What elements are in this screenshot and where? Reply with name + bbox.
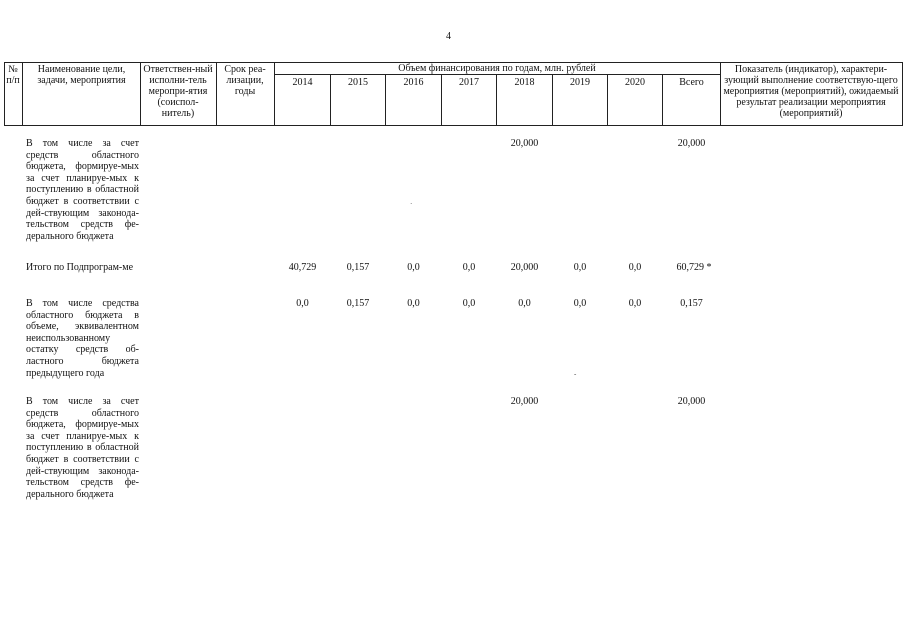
row-value: 0,0 [628, 262, 642, 273]
row-name-total: Итого по Подпрограм-ме [26, 262, 134, 273]
col-border [140, 62, 141, 126]
row-value: 0,0 [462, 262, 476, 273]
row-name: В том числе за счет средств областного бюджета, формируе-мых за счет планируе-мых к поступлению в областной бюджет в соответствии с дей-ствующим законода-тельством средств фе-дерального бюджета [26, 396, 139, 500]
row-value: 0,0 [407, 262, 420, 273]
header-col-name: Наименование цели, задачи, мероприятия [37, 64, 126, 86]
col-border [216, 62, 217, 126]
header-year: 2014 [292, 77, 313, 88]
row-name: В том числе средства областного бюджета в объеме, эквивалентном неиспользованному остатку средств об-ластного бюджета предыдущего года [26, 298, 139, 379]
header-year: 2019 [570, 77, 590, 88]
header-col-funding: Объем финансирования по годам, млн. рублей [398, 63, 596, 74]
col-border [274, 62, 275, 126]
scan-speck: - [574, 370, 577, 378]
row-value: 0,0 [518, 298, 531, 309]
row-value: 0,0 [296, 298, 309, 309]
row-value: 20,000 [510, 396, 539, 407]
row-name: В том числе за счет средств областного бюджета, формируе-мых за счет планируе-мых к поступлению в областной бюджет в соответствии с дей-ствующим законода-тельством средств фе-дерального бюджета [26, 138, 139, 242]
row-value: 40,729 [288, 262, 317, 273]
row-value: 0,0 [573, 262, 587, 273]
header-year: 2020 [625, 77, 645, 88]
row-value: 0,0 [573, 298, 587, 309]
col-border [720, 62, 721, 126]
row-value: 0,157 [346, 262, 370, 273]
row-value: 0,0 [462, 298, 476, 309]
header-year-total: Всего [679, 77, 704, 88]
col-border [22, 62, 23, 126]
header-col-indicator: Показатель (индикатор), характери-зующий выполнение соответствую-щего мероприятия (мероприятий), ожидаемый результат реализации мероприятия (мероприятий) [723, 64, 899, 119]
funding-subheader-border [274, 74, 720, 75]
header-year: 2015 [348, 77, 368, 88]
row-value-total: 20,000 [677, 396, 706, 407]
row-value: 0,0 [628, 298, 642, 309]
table-header [0, 0, 905, 130]
row-value: 0,0 [407, 298, 420, 309]
header-year: 2017 [459, 77, 479, 88]
col-border [902, 62, 903, 126]
page-number: 4 [446, 31, 451, 42]
header-col-executor: Ответствен-ный исполни-тель меропри-ятия (соиспол-нитель) [143, 64, 213, 119]
header-col-term: Срок реа-лизации, годы [224, 64, 266, 97]
row-value-total: 60,729 * [676, 262, 712, 273]
row-value: 0,157 [346, 298, 370, 309]
header-year: 2018 [514, 77, 535, 88]
header-col-no: № п/п [6, 64, 20, 86]
header-bottom-border [4, 125, 903, 126]
row-value-total: 20,000 [677, 138, 706, 149]
row-value: 20,000 [510, 262, 539, 273]
row-value-total: 0,157 [680, 298, 703, 309]
header-year: 2016 [403, 77, 424, 88]
scan-speck: · [410, 200, 413, 208]
row-value: 20,000 [510, 138, 539, 149]
